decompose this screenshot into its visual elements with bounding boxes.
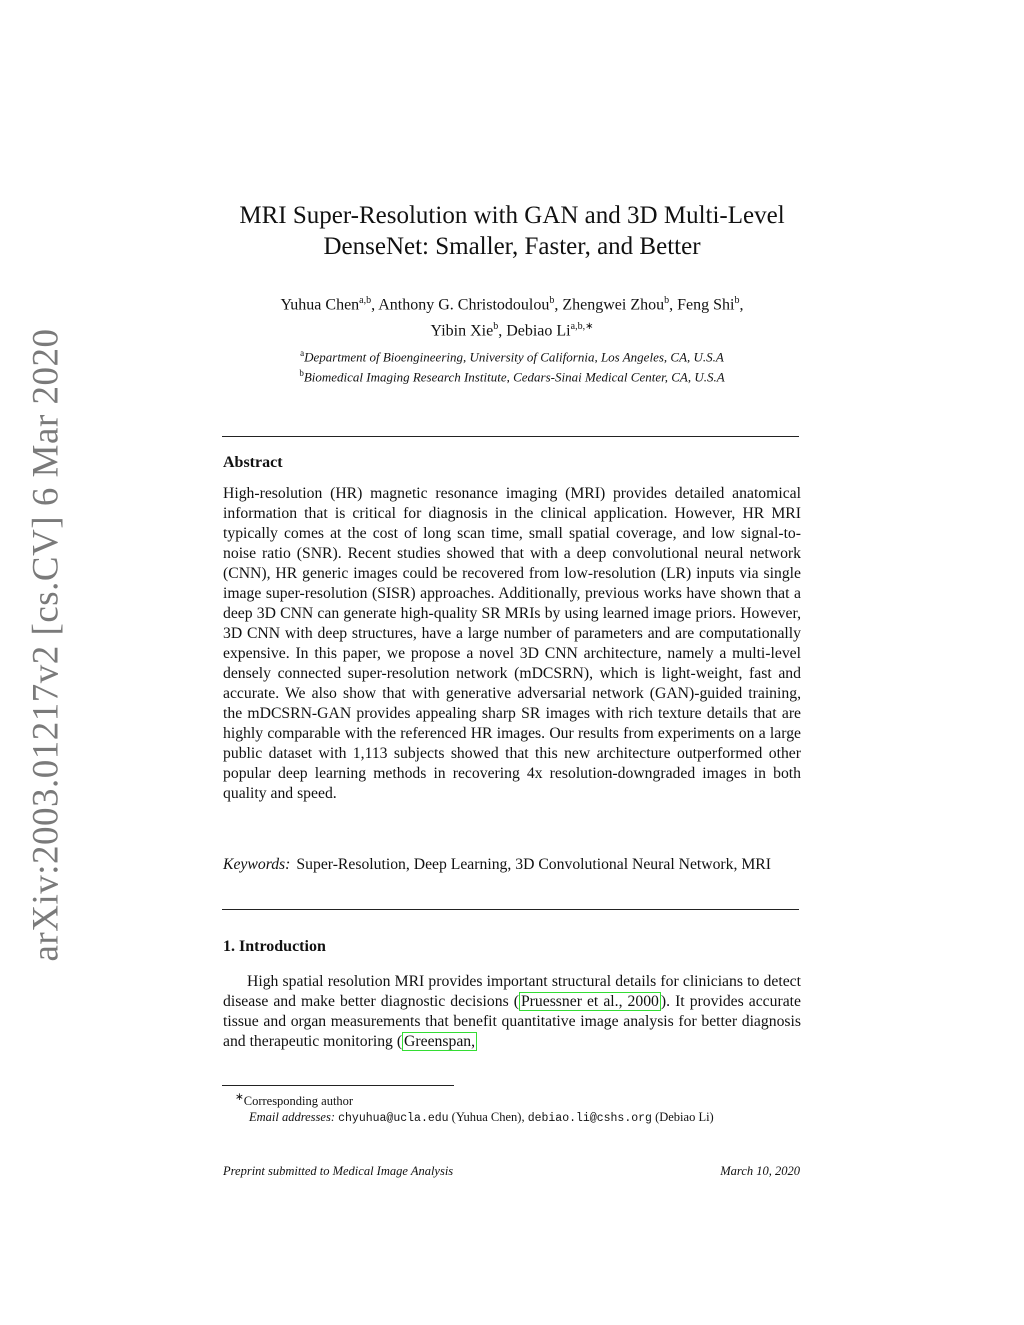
author-affiliation-mark: b: [549, 295, 555, 306]
email-link[interactable]: chyuhua@ucla.edu: [338, 1112, 449, 1126]
email-link[interactable]: debiao.li@cshs.org: [527, 1112, 652, 1126]
author-line-1: Yuhua Chen$^{a,b}$, Anthony G. Christodoulou$^b$, Zhengwei Zhou$^b$, Feng Shi$^b$,: [280, 295, 744, 314]
paper-title: [180, 200, 844, 262]
author-affiliation-mark: a,b,∗: [570, 321, 594, 333]
author-name: Yibin Xie: [430, 322, 494, 340]
abstract-heading: Abstract: [223, 454, 283, 471]
abstract-text: High-resolution (HR) magnetic resonance imaging (MRI) provides detailed anatomical information that is critical for diagnosis in the clinical application. However, HR MRI typically comes at the cost of long scan time, small spatial coverage, and low signal-to-noise ratio (SNR). Recent studies showed that with a deep convolutional neural network (CNN), HR generic images could be recovered from low-resolution (LR) inputs via single image super-resolution (SISR) approaches. Additionally, previous works have shown that a deep 3D CNN can generate high-quality SR MRIs by using learned image priors. However, 3D CNN with deep structures, have a large number of parameters and are computationally expensive. In this paper, we propose a novel 3D CNN architecture, namely a multi-level densely connected super-resolution network (mDCSRN), which is light-weight, fast and accurate. We also show that with generative adversarial network (GAN)-guided training, the mDCSRN-GAN provides appealing sharp SR images with rich texture details that are highly comparable with the referenced HR images. Our results from experiments on a large public dataset with 1,113 subjects showed that this new architecture outperformed other popular deep learning methods in recovering 4x resolution-downgraded images in both quality and speed.: [223, 485, 801, 802]
affiliation-a: $^a$Department of Bioengineering, University of California, Los Angeles, CA, U.S.A: [300, 348, 724, 365]
author-affiliation-mark: b: [664, 295, 670, 306]
email-label: Email addresses:: [249, 1110, 335, 1125]
abstract-top-rule: [222, 436, 799, 437]
submission-date: March 10, 2020: [720, 1164, 800, 1178]
section-heading-introduction: 1. Introduction: [223, 938, 326, 955]
introduction-paragraph: High spatial resolution MRI provides important structural details for clinicians to detect disease and make better diagnostic decisions ( Pruessner et al., 2000 ). It provides accurate tissue and organ measurements that benefit quantitative image analysis for better diagnosis and therapeutic monitoring ( Greenspan,: [223, 973, 802, 1050]
preprint-note: Preprint submitted to Medical Image Analysis: [223, 1164, 454, 1178]
title-line-2: DenseNet: Smaller, Faster, and Better: [323, 233, 701, 260]
author-name: Yuhua Chen: [280, 296, 360, 314]
arxiv-identifier-stamp: arXiv:2003.01217v2 [cs.CV] 6 Mar 2020: [25, 328, 67, 962]
affiliation-b: $^b$Biomedical Imaging Research Institute, Cedars-Sinai Medical Center, CA, U.S.A: [299, 368, 725, 385]
author-list: [180, 290, 844, 343]
author-affiliation-mark: a,b: [359, 295, 372, 306]
author-name: Anthony G. Christodoulou: [378, 296, 550, 314]
citation-link[interactable]: Pruessner et al., 2000: [520, 993, 659, 1010]
citation-link[interactable]: Greenspan,: [404, 1033, 476, 1050]
footnote-emails: Email addresses: chyuhua@ucla.edu (Yuhua Chen), debiao.li@cshs.org (Debiao Li): [249, 1110, 714, 1126]
footnote-rule: [222, 1085, 454, 1086]
footnote-corresponding: ∗Corresponding author: [235, 1092, 354, 1109]
author-line-2: Yibin Xie$^b$, Debiao $Li^{a,b,∗}$: [430, 321, 594, 340]
author-name: Zhengwei Zhou: [562, 296, 665, 314]
author-name: Feng Shi: [677, 296, 735, 314]
title-line-1: MRI Super-Resolution with GAN and 3D Multi-Level: [239, 202, 785, 229]
abstract-bottom-rule: [222, 909, 799, 910]
author-affiliation-mark: b: [493, 321, 499, 333]
keywords-text: Super-Resolution, Deep Learning, 3D Convolutional Neural Network, MRI: [296, 856, 771, 873]
keywords: [223, 855, 801, 875]
author-affiliation-mark: b: [734, 295, 740, 306]
footnotes: [223, 1090, 823, 1127]
author-name: Debiao Li: [506, 322, 571, 340]
keywords-label: Keywords:: [223, 856, 291, 873]
affiliations: [180, 345, 844, 386]
